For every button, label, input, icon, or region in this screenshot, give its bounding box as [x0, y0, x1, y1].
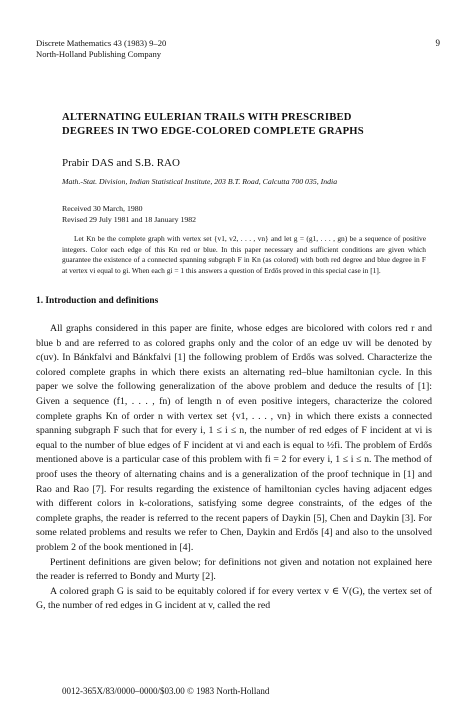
revised-date: Revised 29 July 1981 and 18 January 1982 [62, 215, 197, 224]
publisher: North-Holland Publishing Company [36, 49, 162, 59]
paragraph: Pertinent definitions are given below; for definitions not given and notation not explained here the reader is referred to Bondy and Murty [2]. [36, 556, 432, 583]
page-number: 9 [435, 38, 440, 48]
authors: Prabir DAS and S.B. RAO [62, 157, 180, 169]
paragraph: A colored graph G is said to be equitably colored if for every vertex v ∈ V(G), the vertex set of G, the number of red edges in G incident at v, called the red [36, 585, 432, 612]
title-line-1: ALTERNATING EULERIAN TRAILS WITH PRESCRIBED [62, 112, 352, 123]
title-line-2: DEGREES IN TWO EDGE-COLORED COMPLETE GRAPHS [62, 126, 364, 137]
section-heading: 1. Introduction and definitions [36, 296, 159, 306]
received-date: Received 30 March, 1980 [62, 204, 143, 213]
copyright-footer: 0012-365X/83/0000–0000/$03.00 © 1983 North-Holland [62, 686, 270, 696]
abstract: Let Kn be the complete graph with vertex set {v1, v2, . . . , vn} and let g = (g1, . . . , gn) be a sequence of positive integers. Color each edge of this Kn red or blue. In this paper necessary and sufficient conditions are given which guarantee the existence of a connected spanning subgraph F in Kn (as colored) with both red degree and blue degree in F at vertex vi equal to gi. When each gi = 1 this answers a question of Erdős proved in this special case in [1]. [62, 234, 426, 275]
journal-citation: Discrete Mathematics 43 (1983) 9–20 [36, 38, 167, 48]
dates [62, 203, 196, 225]
body-text [36, 322, 432, 614]
paragraph: All graphs considered in this paper are finite, whose edges are bicolored with colors red r and blue b and are referred to as colored graphs only and the color of an edge uv will be denoted by c(uv). In Bánkfalvi and Bánkfalvi [1] the following problem of Erdős was solved. Characterize the colored complete graphs in which there exists an alternating red–blue hamiltonian cycle. In this paper we solve the following generalization of the above problem and deduce the results of [1]: Given a sequence (f1, . . . , fn) of length n of even positive integers, characterize the colored complete graphs Kn of order n with vertex set {v1, . . . , vn} in which there exists a connected spanning subgraph F such that for every i, 1 ≤ i ≤ n, the number of red edges of F incident at vi is equal to the number of blue edges of F incident at vi and each is equal to ½fi. The problem of Erdős mentioned above is a particular case of this problem with fi = 2 for every i, 1 ≤ i ≤ n. The method of proof uses the theory of alternating chains and is a generalization of the proof technique in [1] and Rao and Rao [7]. For results regarding the existence of hamiltonian cycles having adjacent edges with different colors in k-colorations, satisfying some degree constraints, of the edges of the complete graphs, the reader is referred to the recent papers of Daykin [5], Chen and Daykin [3]. For some related problems and results we refer to Chen, Daykin and Erdős [4] and also to the unsolved problem 2 of the book mentioned in [4]. [36, 323, 432, 553]
affiliation: Math.-Stat. Division, Indian Statistical Institute, 203 B.T. Road, Calcutta 700 035, India [62, 177, 338, 186]
journal-header [36, 38, 166, 60]
paper-title [62, 111, 432, 139]
